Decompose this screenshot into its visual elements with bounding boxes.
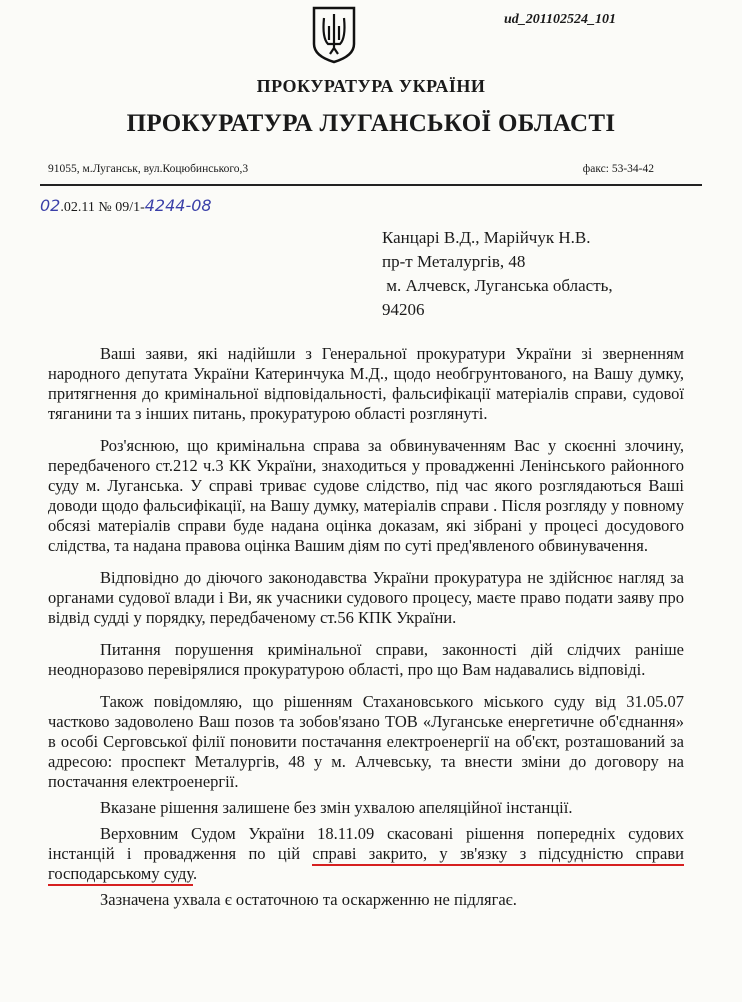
- paragraph: Також повідомляю, що рішенням Стахановського міського суду від 31.05.07 частково задоволено Ваш позов та зобов'язано ТОВ «Луганське енергетичне об'єднання» в особі Серговської філії поновити постачання електроенергії на об'єкт, розташований за адресою: проспект Металургів, 48 у м. Алчевську, та внести зміни до договору на постачання електроенергії.: [48, 692, 684, 791]
- paragraph-underlined: [48, 824, 684, 884]
- org-fax: факс: 53-34-42: [582, 163, 654, 175]
- recipient-line: м. Алчевск, Луганська область,: [382, 276, 613, 295]
- letter-body: [48, 344, 684, 922]
- recipient-line: пр-т Металургів, 48: [382, 252, 526, 271]
- paragraph: Роз'яснюю, що кримінальна справа за обвинуваченням Вас у скоєнні злочину, передбаченого ст.212 ч.3 КК України, знаходиться у провадженні Ленінського районного суду м. Луганська. У справі триває судове слідство, під час якого розглядаються Ваші доводи щодо фальсифікації, на Вашу думку, матеріалів справи . Після розгляду у повному обсязі матеріалів справи буде надана оцінка доказам, які зібрані у процесі досудового слідства, та надана правова оцінка Вашим діям по суті пред'явленого обвинувачення.: [48, 436, 684, 555]
- org-address: 91055, м.Луганськ, вул.Коцюбинського,3: [48, 163, 249, 175]
- handwritten-day: 02: [40, 196, 61, 215]
- paragraph-text: .: [193, 864, 198, 883]
- document-id: ud_201102524_101: [503, 12, 616, 27]
- org-top-heading: ПРОКУРАТУРА УКРАЇНИ: [256, 76, 486, 96]
- recipient-block: [382, 226, 613, 322]
- header-rule: [40, 184, 702, 186]
- printed-date-number: .02.11 № 09/1-: [60, 200, 145, 215]
- paragraph: Відповідно до діючого законодавства України прокуратура не здійснює нагляд за органами судової влади і Ви, як учасники судового процесу, маєте право подати заяву про відвід судді у порядку, передбаченому ст.56 КПК України.: [48, 568, 684, 627]
- recipient-line: Канцарі В.Д., Марійчук Н.В.: [382, 228, 591, 247]
- paragraph-text: Верховним Судом України 18.11.09 скасовані рішення попередніх судових інстанцій і провадження по цій: [48, 824, 684, 863]
- paragraph: Вказане рішення залишене без змін ухвалою апеляційної інстанції.: [100, 798, 573, 817]
- paragraph: Питання порушення кримінальної справи, законності дій слідчих раніше неодноразово перевірялися прокуратурою області, про що Вам надавались відповіді.: [48, 640, 684, 679]
- recipient-line: 94206: [382, 300, 425, 319]
- org-main-heading: ПРОКУРАТУРА ЛУГАНСЬКОЇ ОБЛАСТІ: [126, 110, 616, 137]
- paragraph: Ваші заяви, які надійшли з Генеральної прокуратури України зі зверненням народного депутата України Катеринчука М.Д., щодо необгрунтованого, на Вашу думку, притягнення до кримінальної відповідальності, фальсифікації матеріалів справи, судової тяганини та з інших питань, прокуратурою області розглянуті.: [48, 344, 684, 423]
- outgoing-number: [40, 196, 212, 216]
- trident-emblem-icon: [310, 4, 358, 64]
- handwritten-number: 4244-08: [144, 196, 212, 215]
- red-underlined-text: справі закрито, у зв'язку з підсудністю справи господарському суду: [48, 844, 684, 886]
- paragraph: Зазначена ухвала є остаточною та оскарженню не підлягає.: [100, 890, 517, 909]
